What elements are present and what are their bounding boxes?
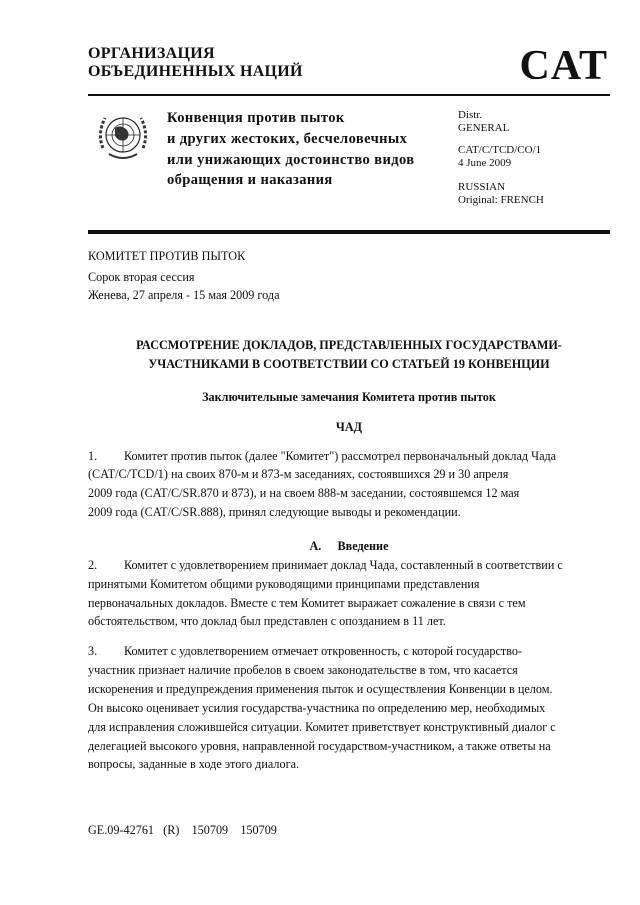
- document-title-line: УЧАСТНИКАМИ В СООТВЕТСТВИИ СО СТАТЬЕЙ 19 КОНВЕНЦИИ: [148, 357, 550, 371]
- section-title: Введение: [337, 539, 389, 553]
- paragraph-2-line: обстоятельством, что доклад был представлен с опозданием в 11 лет.: [88, 614, 446, 628]
- convention-title-line: Конвенция против пыток: [167, 110, 345, 126]
- footer-job-number: GE.09-42761 (R) 150709 150709: [88, 823, 277, 837]
- convention-title-line: или унижающих достоинство видов: [167, 152, 415, 168]
- un-emblem-icon: [95, 108, 151, 164]
- header-rule: [88, 94, 610, 96]
- paragraph-number: 1.: [88, 449, 98, 463]
- convention-title-line: и других жестоких, бесчеловечных: [167, 131, 408, 147]
- paragraph-3-line: искоренения и предупреждения применения пыток и осуществления Конвенции в целом.: [88, 682, 553, 696]
- country-heading: ЧАД: [335, 420, 363, 434]
- paragraph-3-line: делегацией высокого уровня, направленной государством-участником, а также ответы на: [88, 739, 551, 753]
- paragraph-3-line: для исправления сложившейся ситуации. Комитет приветствует конструктивный диалог с: [88, 720, 556, 734]
- distr-label: Distr.: [458, 109, 483, 121]
- document-symbol-cat: CAT: [519, 43, 608, 89]
- document-language: RUSSIAN: [458, 181, 506, 193]
- paragraph-text: Комитет с удовлетворением принимает доклад Чада, составленный в соответствии с: [124, 558, 563, 572]
- paragraph-1-line: (CAT/C/TCD/1) на своих 870-м и 873-м заседаниях, состоявшихся 29 и 30 апреля: [88, 467, 509, 481]
- paragraph-2-line: принятыми Комитетом общими руководящими принципами представления: [88, 577, 480, 591]
- section-a-heading: [88, 539, 610, 554]
- document-title-line: РАССМОТРЕНИЕ ДОКЛАДОВ, ПРЕДСТАВЛЕННЫХ ГОСУДАРСТВАМИ-: [136, 338, 562, 352]
- original-language: Original: FRENCH: [458, 194, 544, 206]
- paragraph-2-line: первоначальных докладов. Вместе с тем Комитет выражает сожаление в связи с тем: [88, 596, 526, 610]
- committee-name: КОМИТЕТ ПРОТИВ ПЫТОК: [88, 249, 246, 263]
- paragraph-1-line: 2009 года (CAT/C/SR.870 и 873), и на своем 888-м заседании, состоявшемся 12 мая: [88, 486, 520, 500]
- paragraph-1-line: [88, 449, 556, 464]
- paragraph-2-line: [88, 558, 563, 573]
- document-code: CAT/C/TCD/CO/1: [458, 144, 542, 156]
- paragraph-text: Комитет против пыток (далее "Комитет") рассмотрел первоначальный доклад Чада: [124, 449, 557, 463]
- paragraph-3-line: [88, 644, 522, 659]
- distribution-general: GENERAL: [458, 122, 510, 134]
- paragraph-3-line: Он высоко оценивает усилия государства-участника по определению мер, необходимых: [88, 701, 546, 715]
- paragraph-text: Комитет с удовлетворением отмечает откровенность, с которой государство-: [124, 644, 523, 658]
- header-thick-rule: [88, 230, 610, 234]
- session-name: Сорок вторая сессия: [88, 270, 195, 284]
- document-subtitle: Заключительные замечания Комитета против пыток: [202, 390, 496, 404]
- document-date: 4 June 2009: [458, 157, 512, 169]
- paragraph-number: 2.: [88, 558, 98, 572]
- paragraph-3-line: участник признает наличие пробелов в своем законодательстве в том, что касается: [88, 663, 518, 677]
- org-name-line1: ОРГАНИЗАЦИЯ: [88, 45, 215, 62]
- org-name-line2: ОБЪЕДИНЕННЫХ НАЦИЙ: [88, 63, 303, 80]
- paragraph-1-line: 2009 года (CAT/C/SR.888), принял следующие выводы и рекомендации.: [88, 505, 461, 519]
- session-place-date: Женева, 27 апреля - 15 мая 2009 года: [88, 288, 280, 302]
- paragraph-3-line: вопросы, заданные в ходе этого диалога.: [88, 757, 300, 771]
- convention-title-line: обращения и наказания: [167, 172, 333, 188]
- section-letter: A.: [309, 539, 322, 553]
- paragraph-number: 3.: [88, 644, 98, 658]
